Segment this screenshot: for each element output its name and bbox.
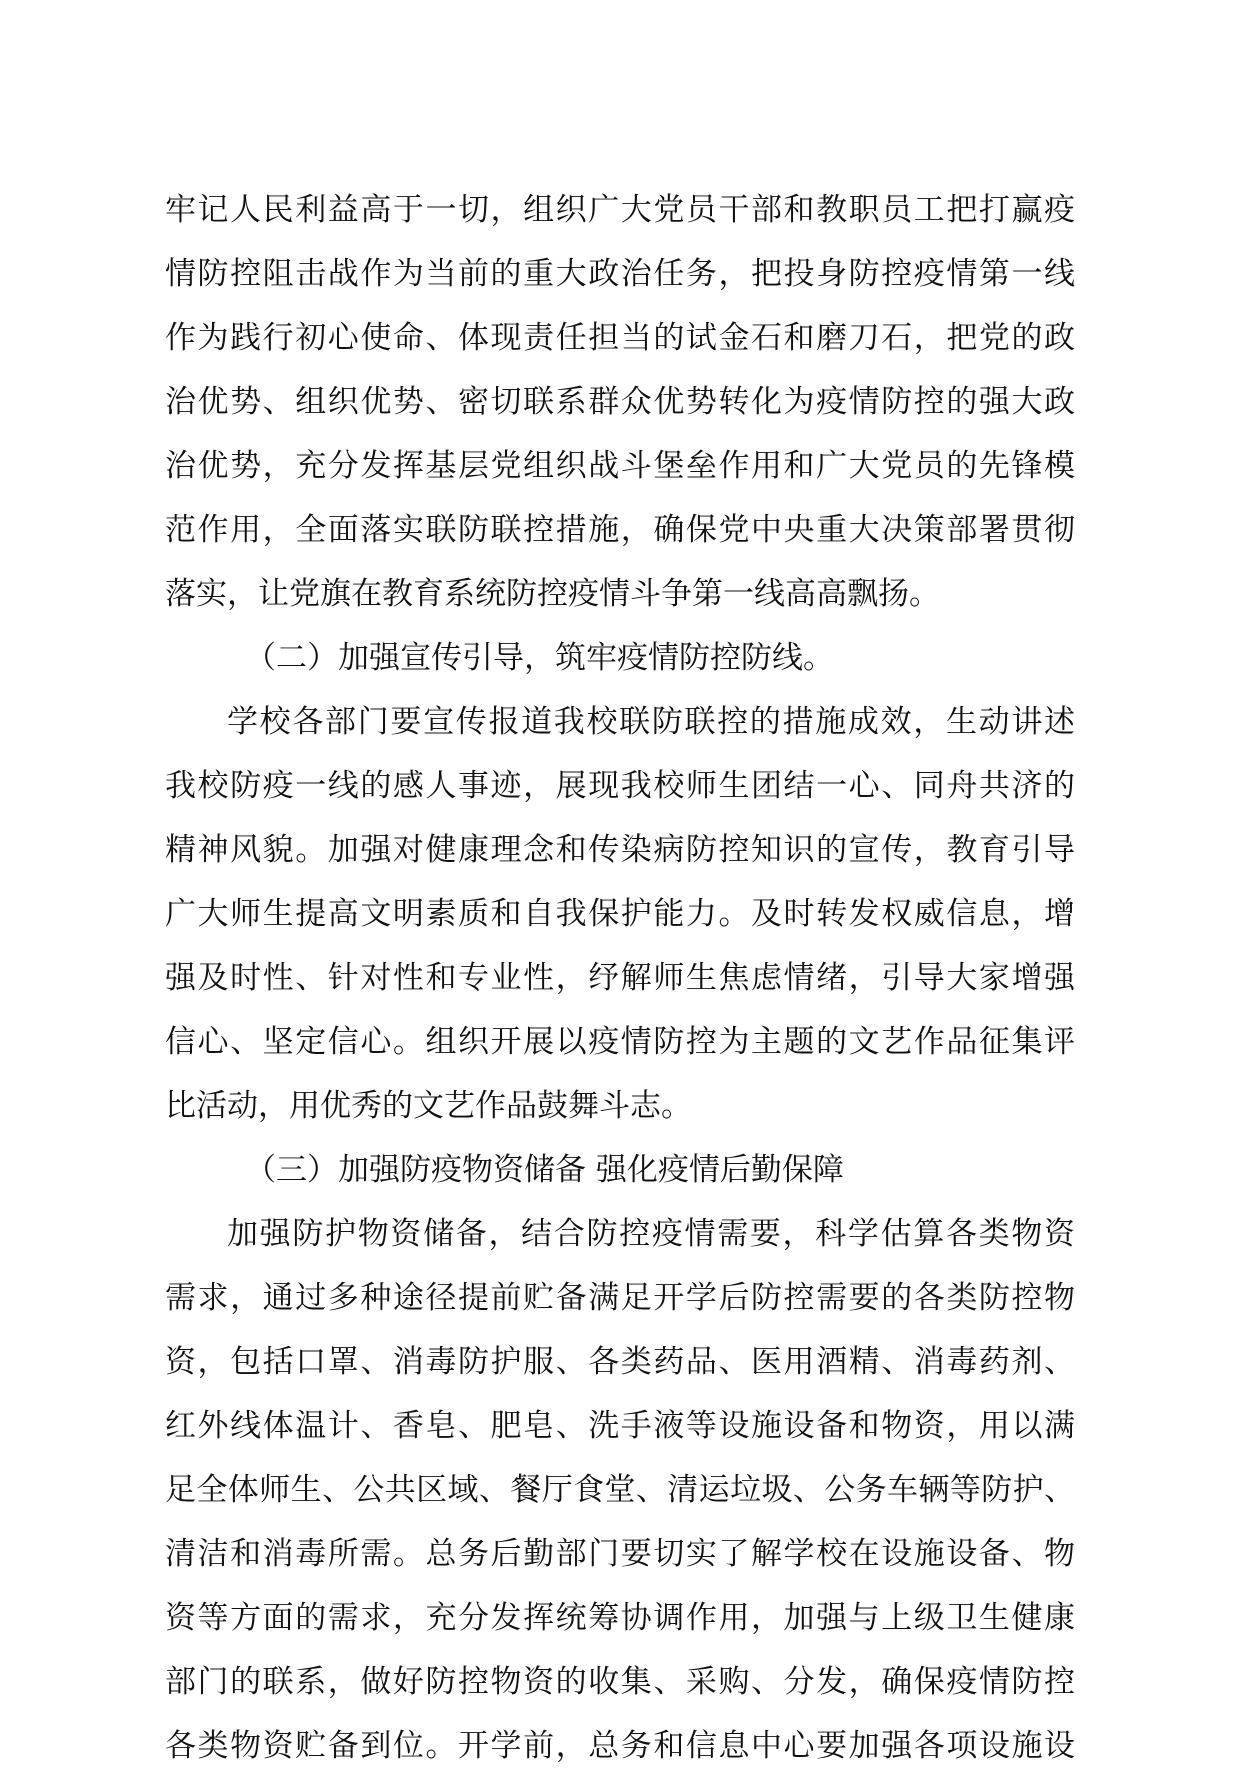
paragraph-line: 强及时性、针对性和专业性，纾解师生焦虑情绪，引导大家增强 [165, 960, 1075, 996]
paragraph-line: 资等方面的需求，充分发挥统筹协调作用，加强与上级卫生健康 [165, 1600, 1075, 1636]
paragraph-line: 资，包括口罩、消毒防护服、各类药品、医用酒精、消毒药剂、 [165, 1344, 1075, 1380]
paragraph-line: 红外线体温计、香皂、肥皂、洗手液等设施设备和物资，用以满 [165, 1408, 1075, 1444]
paragraph-line: 部门的联系，做好防控物资的收集、采购、分发，确保疫情防控 [165, 1664, 1075, 1700]
paragraph-line: 治优势、组织优势、密切联系群众优势转化为疫情防控的强大政 [165, 384, 1075, 420]
paragraph-line: 我校防疫一线的感人事迹，展现我校师生团结一心、同舟共济的 [165, 768, 1075, 804]
paragraph-line: 学校各部门要宣传报道我校联防联控的措施成效，生动讲述 [227, 704, 1075, 740]
document-body [165, 178, 1075, 1778]
paragraph-line: 牢记人民利益高于一切，组织广大党员干部和教职员工把打赢疫 [165, 192, 1075, 228]
paragraph-line: 范作用，全面落实联防联控措施，确保党中央重大决策部署贯彻 [165, 512, 1075, 548]
paragraph-line: 加强防护物资储备，结合防控疫情需要，科学估算各类物资 [227, 1216, 1075, 1252]
paragraph-line: 情防控阻击战作为当前的重大政治任务，把投身防控疫情第一线 [165, 256, 1075, 292]
paragraph-line: 信心、坚定信心。组织开展以疫情防控为主题的文艺作品征集评 [165, 1024, 1075, 1060]
section-heading: （二）加强宣传引导，筑牢疫情防控防线。 [245, 640, 834, 676]
paragraph-line: 落实，让党旗在教育系统防控疫情斗争第一线高高飘扬。 [165, 576, 940, 612]
paragraph-line: 广大师生提高文明素质和自我保护能力。及时转发权威信息，增 [165, 896, 1075, 932]
paragraph-line: 精神风貌。加强对健康理念和传染病防控知识的宣传，教育引导 [165, 832, 1075, 868]
paragraph-line: 需求，通过多种途径提前贮备满足开学后防控需要的各类防控物 [165, 1280, 1075, 1316]
section-heading: （三）加强防疫物资储备 强化疫情后勤保障 [245, 1152, 844, 1188]
paragraph-line: 比活动，用优秀的文艺作品鼓舞斗志。 [165, 1088, 692, 1124]
paragraph-line: 治优势，充分发挥基层党组织战斗堡垒作用和广大党员的先锋模 [165, 448, 1075, 484]
paragraph-line: 作为践行初心使命、体现责任担当的试金石和磨刀石，把党的政 [165, 320, 1075, 356]
paragraph-line: 清洁和消毒所需。总务后勤部门要切实了解学校在设施设备、物 [165, 1536, 1075, 1572]
paragraph-line: 足全体师生、公共区域、餐厅食堂、清运垃圾、公务车辆等防护、 [165, 1472, 1075, 1508]
paragraph-line: 各类物资贮备到位。开学前，总务和信息中心要加强各项设施设 [165, 1728, 1075, 1764]
